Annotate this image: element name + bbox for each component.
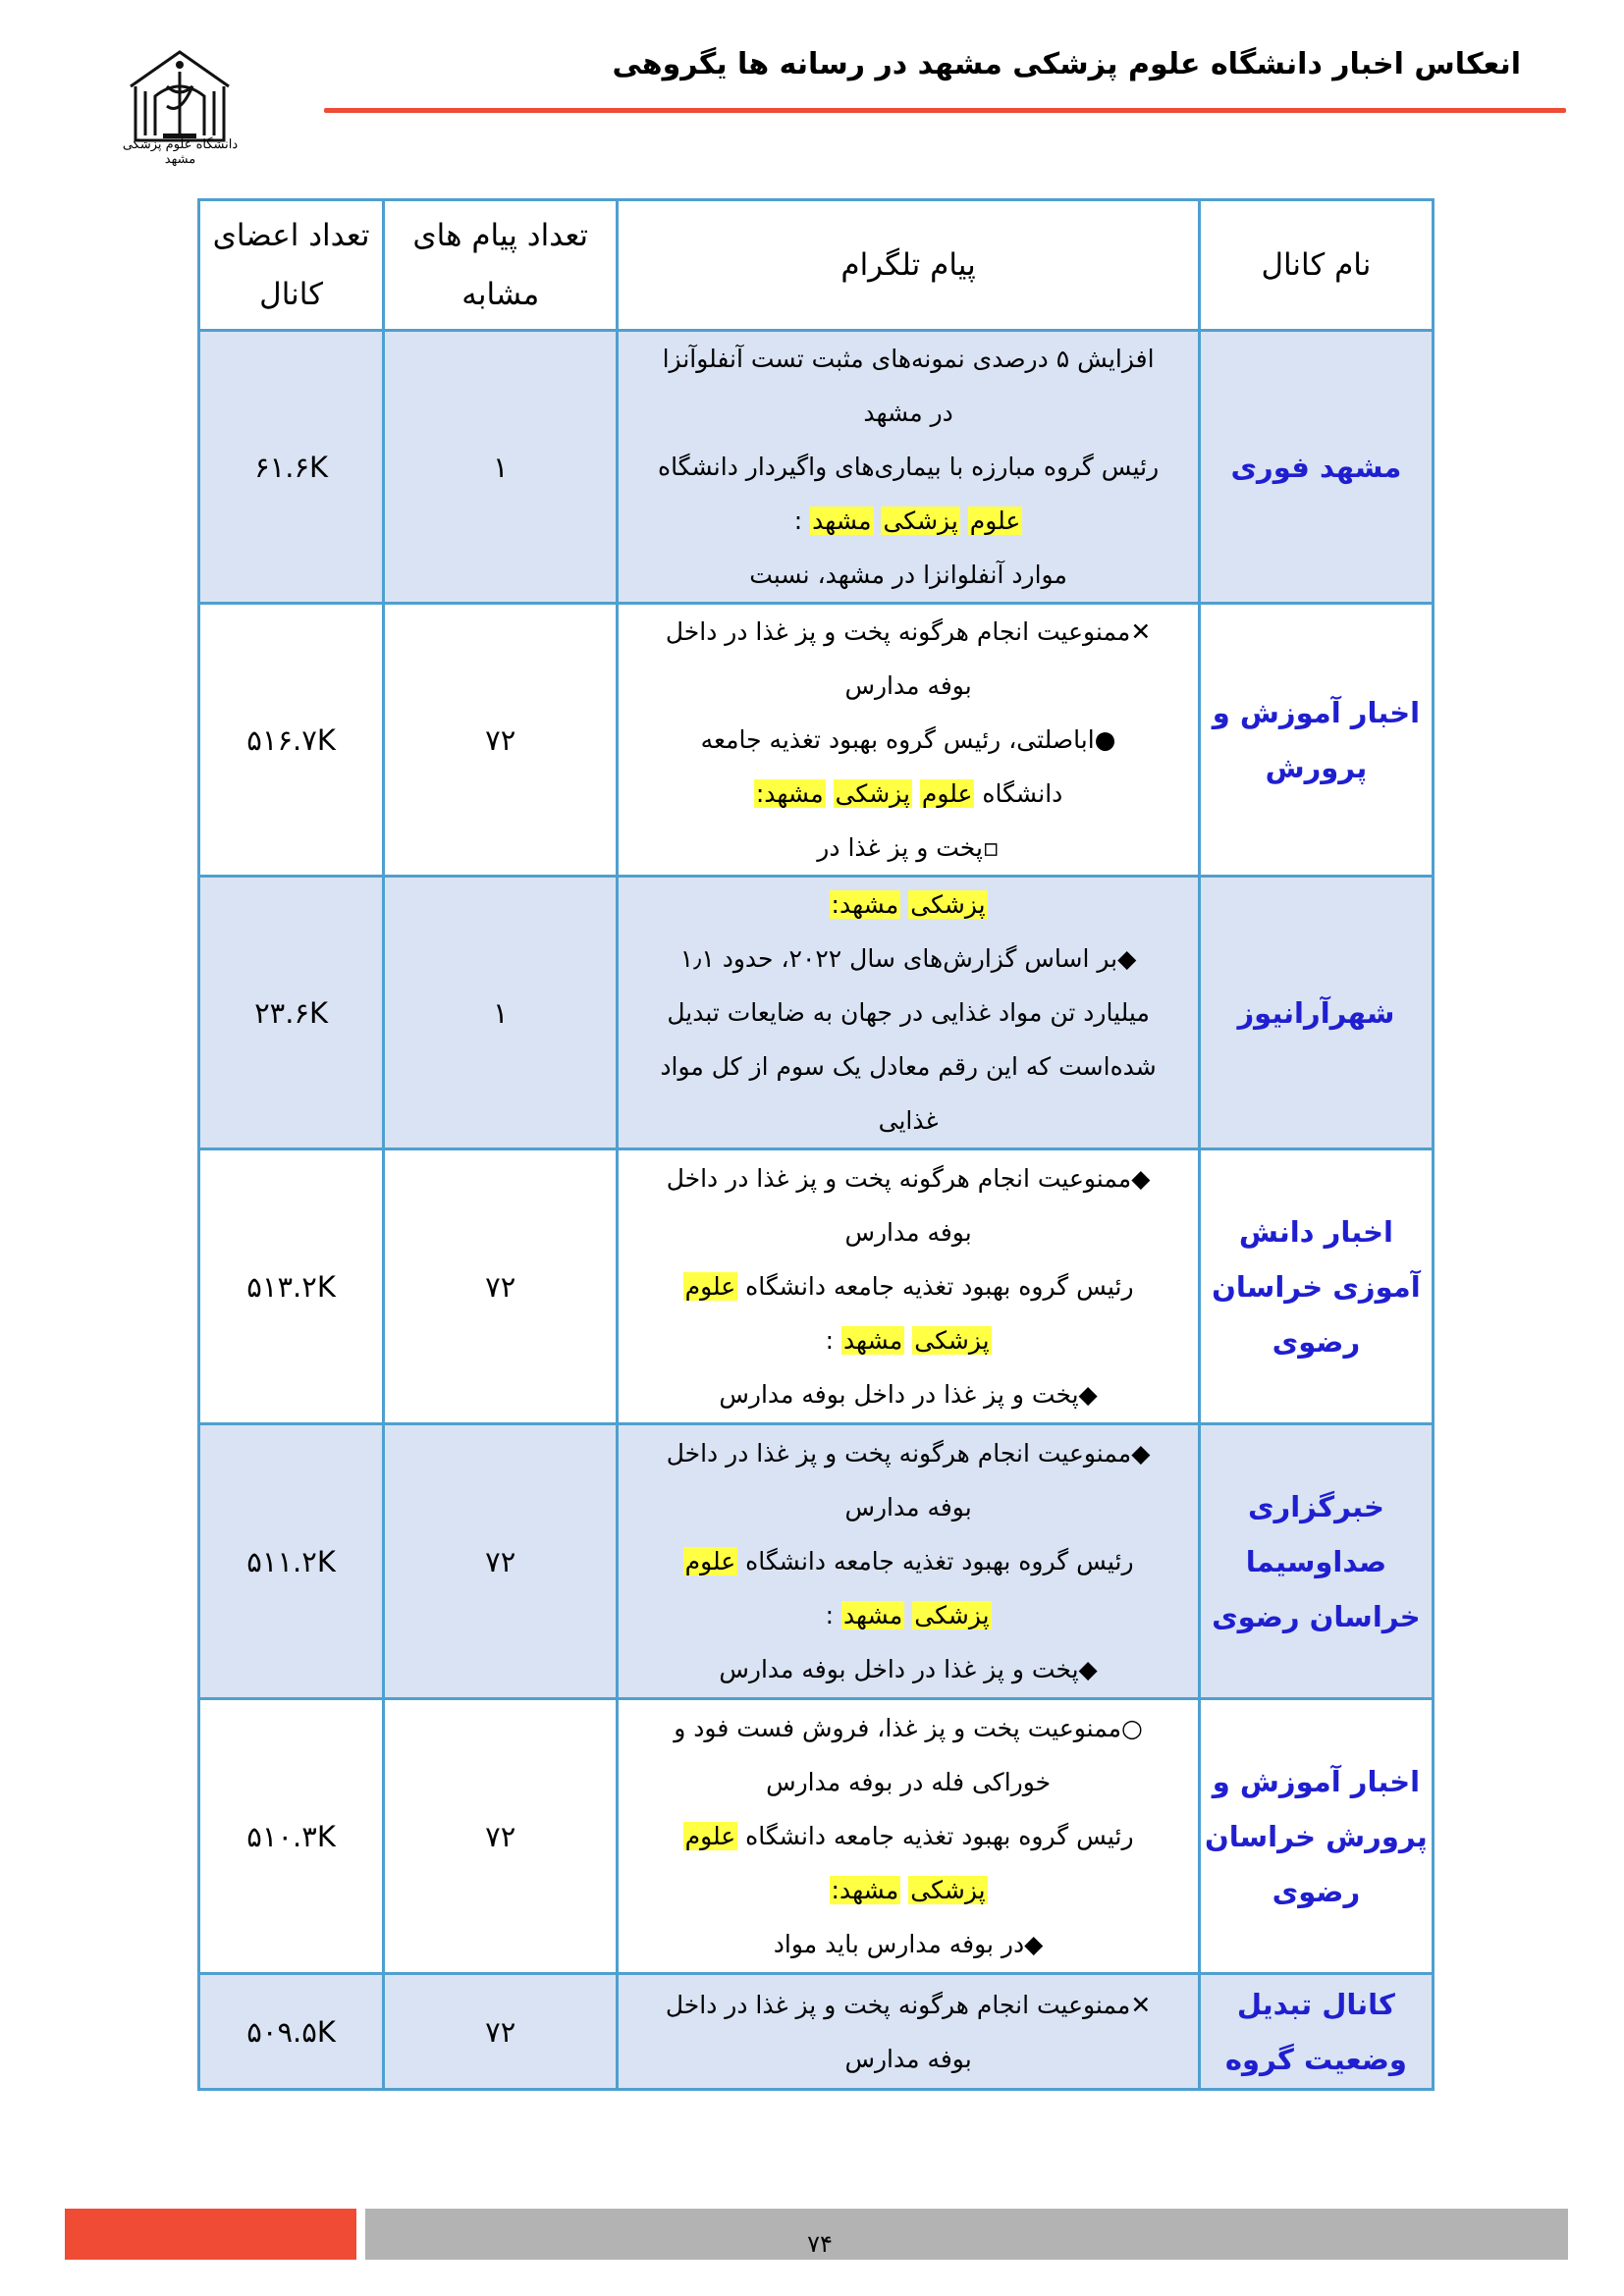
header-similar-count-line1: تعداد پیام های	[412, 218, 589, 253]
highlight: مشهد:	[755, 779, 824, 808]
message-line	[619, 1151, 1197, 1205]
message-text: ممنوعیت انجام هرگونه پخت و پز غذا در داخل	[666, 1439, 1132, 1468]
message-line	[619, 1917, 1197, 1971]
highlight: علوم	[684, 1272, 736, 1301]
highlight: پزشکی	[910, 890, 986, 919]
header-members-line1: تعداد اعضای	[212, 218, 370, 253]
diamond-bullet-icon: ◆	[1117, 944, 1137, 973]
message-text: رئیس گروه بهبود تغذیه جامعه دانشگاه	[737, 1822, 1134, 1850]
square-bullet-icon: ▫	[982, 833, 1000, 862]
telegram-message	[618, 1149, 1199, 1424]
telegram-message	[618, 604, 1199, 877]
member-count: ۶۱.۶K	[199, 331, 384, 604]
highlight: مشهد:	[831, 890, 899, 919]
highlight: پزشکی	[910, 1876, 986, 1904]
message-text: دانشگاه	[974, 779, 1063, 808]
no-entry-emoji-icon: ✕	[1130, 617, 1152, 646]
message-line: بوفه مدارس	[844, 671, 972, 700]
similar-count: ۱	[384, 331, 618, 604]
message-text: ممنوعیت انجام هرگونه پخت و پز غذا در داخل	[665, 1990, 1131, 2019]
member-count: ۵۱۳.۲K	[199, 1149, 384, 1424]
similar-count: ۷۲	[384, 1974, 618, 2090]
channel-name: اخبار آموزش و پرورش	[1199, 604, 1433, 877]
footer-gray-bar	[365, 2209, 1568, 2260]
similar-count: ۷۲	[384, 1699, 618, 1974]
member-count: ۵۱۱.۲K	[199, 1424, 384, 1699]
channel-name: خبرگزاری صداوسیما خراسان رضوی	[1199, 1424, 1433, 1699]
message-line	[619, 1259, 1197, 1313]
message-line	[619, 821, 1197, 875]
message-line	[619, 1978, 1197, 2032]
channel-name: کانال تبدیل وضعیت گروه	[1199, 1974, 1433, 2090]
similar-count: ۷۲	[384, 1149, 618, 1424]
telegram-message	[618, 1699, 1199, 1974]
table-row	[199, 1699, 1434, 1974]
diamond-bullet-icon: ◆	[1078, 1655, 1098, 1683]
message-text: ممنوعیت پخت و پز غذا، فروش فست فود و	[674, 1714, 1122, 1742]
message-line: شده‌است که این رقم معادل یک سوم از کل مواد	[660, 1052, 1157, 1081]
header-divider	[324, 108, 1566, 113]
diamond-bullet-icon: ◆	[1131, 1439, 1151, 1468]
header-members-line2: کانال	[259, 277, 323, 312]
telegram-message	[618, 1974, 1199, 2090]
message-line	[619, 1809, 1197, 1863]
page-title: انعکاس اخبار دانشگاه علوم پزشکی مشهد در رسانه ها یگروهی	[612, 47, 1521, 81]
telegram-news-table	[197, 198, 1435, 2091]
no-entry-emoji-icon: ✕	[1130, 1990, 1152, 2019]
highlight: پزشکی	[914, 1601, 990, 1629]
highlight: پزشکی	[914, 1326, 990, 1355]
similar-count: ۷۲	[384, 604, 618, 877]
footer-accent-bar	[65, 2209, 356, 2260]
member-count: ۵۱۶.۷K	[199, 604, 384, 877]
message-text: در بوفه مدارس باید مواد	[773, 1930, 1025, 1958]
message-line	[619, 1426, 1197, 1480]
message-line	[619, 1701, 1197, 1755]
highlight: پزشکی	[883, 507, 958, 535]
message-line: بوفه مدارس	[844, 2044, 972, 2073]
channel-name: اخبار آموزش و پرورش خراسان رضوی	[1199, 1699, 1433, 1974]
channel-name: اخبار دانش آموزی خراسان رضوی	[1199, 1149, 1433, 1424]
message-line	[619, 1367, 1197, 1421]
member-count: ۲۳.۶K	[199, 877, 384, 1149]
message-line: در مشهد	[863, 399, 953, 427]
message-text: پخت و پز غذا در داخل بوفه مدارس	[719, 1655, 1079, 1683]
table-header-row	[199, 200, 1434, 331]
highlight: مشهد	[842, 1326, 903, 1355]
page-number: ۷۴	[807, 2230, 833, 2258]
message-line	[619, 878, 1197, 932]
message-line	[619, 605, 1197, 659]
diamond-bullet-icon: ◆	[1078, 1380, 1098, 1409]
header-similar-count	[384, 200, 618, 331]
message-text: :	[793, 507, 811, 535]
header-channel-name: نام کانال	[1199, 200, 1433, 331]
message-line	[619, 767, 1197, 821]
highlight: علوم	[921, 779, 973, 808]
message-line: افزایش ۵ درصدی نمونه‌های مثبت تست آنفلوآنزا	[662, 345, 1155, 373]
header-members	[199, 200, 384, 331]
table-row	[199, 1424, 1434, 1699]
channel-name: شهرآرانیوز	[1199, 877, 1433, 1149]
message-line	[619, 1863, 1197, 1917]
telegram-message	[618, 1424, 1199, 1699]
similar-count: ۱	[384, 877, 618, 1149]
message-line	[619, 1642, 1197, 1696]
message-line	[619, 1588, 1197, 1642]
table-row	[199, 1149, 1434, 1424]
header-similar-count-line2: مشابه	[461, 277, 540, 312]
header-telegram-message: پیام تلگرام	[618, 200, 1199, 331]
message-text: :	[825, 1326, 841, 1355]
highlight: مشهد	[812, 507, 872, 535]
telegram-message	[618, 331, 1199, 604]
message-text: بر اساس گزارش‌های سال ۲۰۲۲، حدود ۱٫۱	[679, 944, 1118, 973]
table-row	[199, 877, 1434, 1149]
message-line	[619, 932, 1197, 986]
table-row	[199, 604, 1434, 877]
message-line	[619, 1313, 1197, 1367]
logo-caption: دانشگاه علوم پزشکی مشهد	[122, 137, 239, 167]
message-line: غذایی	[878, 1106, 939, 1135]
member-count: ۵۱۰.۳K	[199, 1699, 384, 1974]
table-row	[199, 1974, 1434, 2090]
highlight: مشهد	[842, 1601, 903, 1629]
message-line: خوراکی فله در بوفه مدارس	[766, 1768, 1052, 1796]
message-text: پخت و پز غذا در	[817, 833, 983, 862]
highlight: علوم	[969, 507, 1021, 535]
message-text: ممنوعیت انجام هرگونه پخت و پز غذا در داخل	[666, 1164, 1132, 1193]
message-line: بوفه مدارس	[844, 1218, 972, 1247]
highlight: مشهد:	[831, 1876, 899, 1904]
highlight: پزشکی	[835, 779, 910, 808]
message-line: میلیارد تن مواد غذایی در جهان به ضایعات تبدیل	[667, 998, 1150, 1027]
message-text: رئیس گروه بهبود تغذیه جامعه دانشگاه	[737, 1272, 1134, 1301]
table-row	[199, 331, 1434, 604]
member-count: ۵۰۹.۵K	[199, 1974, 384, 2090]
highlight: علوم	[684, 1822, 736, 1850]
message-line: بوفه مدارس	[844, 1493, 972, 1522]
diamond-bullet-icon: ◆	[1131, 1164, 1151, 1193]
diamond-bullet-icon: ◆	[1024, 1930, 1044, 1958]
message-text: رئیس گروه بهبود تغذیه جامعه دانشگاه	[737, 1547, 1134, 1575]
person-icon: ●	[1094, 725, 1116, 754]
message-line: موارد آنفلوانزا در مشهد، نسبت	[749, 561, 1067, 589]
message-text: اباصلتی، رئیس گروه بهبود تغذیه جامعه	[700, 725, 1095, 754]
message-text: پخت و پز غذا در داخل بوفه مدارس	[719, 1380, 1079, 1409]
similar-count: ۷۲	[384, 1424, 618, 1699]
message-line	[619, 494, 1197, 548]
message-text: ممنوعیت انجام هرگونه پخت و پز غذا در داخل	[665, 617, 1131, 646]
telegram-message	[618, 877, 1199, 1149]
message-line: رئیس گروه مبارزه با بیماری‌های واگیردار دانشگاه	[657, 453, 1160, 481]
message-line	[619, 1534, 1197, 1588]
message-line	[619, 713, 1197, 767]
channel-name: مشهد فوری	[1199, 331, 1433, 604]
message-text: :	[825, 1601, 841, 1629]
highlight: علوم	[684, 1547, 736, 1575]
circle-bullet-icon: ○	[1121, 1714, 1143, 1742]
